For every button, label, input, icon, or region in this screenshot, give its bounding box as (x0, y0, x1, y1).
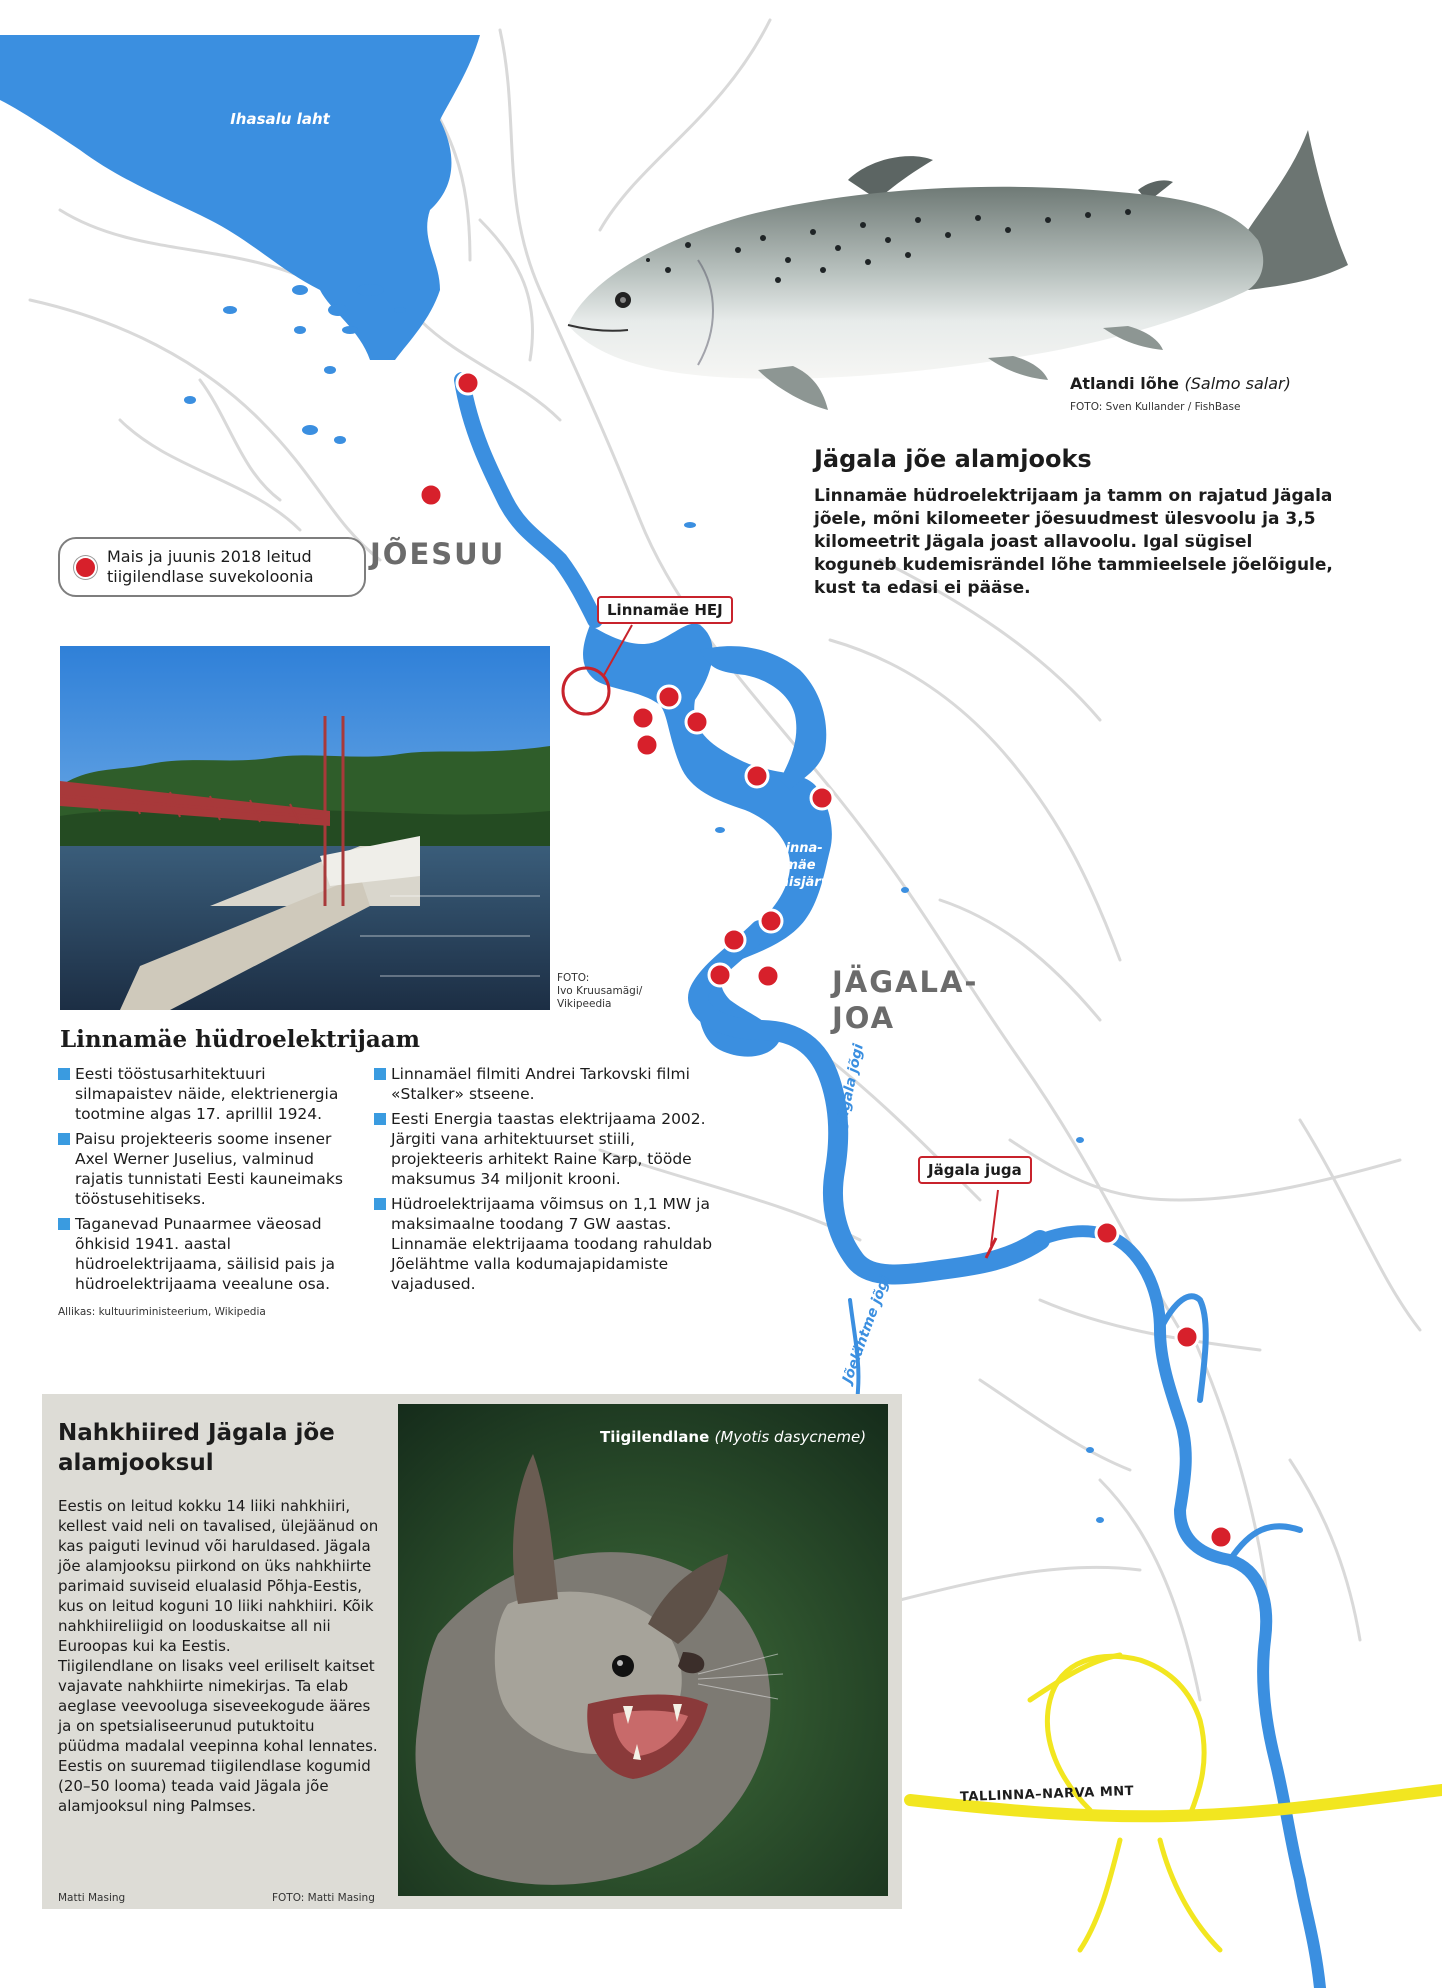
bat-caption-name: Tiigilendlane (600, 1428, 710, 1446)
bat-photo-caption (600, 1428, 866, 1446)
salmon-credit: FOTO: Sven Kullander / FishBase (1070, 401, 1241, 413)
article-body: Linnamäe hüdroelektrijaam ja tamm on rajatud Jägala jõele, mõni kilomeeter jõesuudmest ülesvoolu ja 3,5 kilomeetrit Jägala joast allavoolu. Igal sügisel koguneb kudemisrändel lõhe tammieelsele jõelõigule, kust ta edasi ei pääse. (814, 486, 1333, 598)
colony-marker (457, 372, 479, 394)
tributary-label: Jõelähtme jõgi (839, 1273, 894, 1386)
dam-photo-credit: FOTO: Ivo Kruusamägi/ Vikipeedia (557, 972, 643, 1010)
article-title: Jägala jõe alamjooks (814, 445, 1092, 473)
colony-marker (760, 910, 782, 932)
hydro-fact: Paisu projekteeris soome insener Axel Werner Juselius, valminud rajatis tunnistati Eesti kauneimaks tööstusehitiseks. (58, 1129, 348, 1209)
colony-marker (723, 929, 745, 951)
waterfall-callout: Jägala juga (918, 1156, 1032, 1184)
hydro-fact: Eesti tööstusarhitektuuri silmapaistev näide, elektrienergia tootmine algas 17. aprillil 1924. (58, 1064, 348, 1124)
hydro-col2 (374, 1064, 729, 1299)
salmon-caption-latin: (Salmo salar) (1184, 374, 1291, 393)
hydro-fact: Hüdroelektrijaama võimsus on 1,1 MW ja maksimaalne toodang 7 GW aastas. Linnamäe elektrijaama toodang rahuldab Jõelähtme valla kodumajapidamiste vajadused. (374, 1194, 729, 1294)
colony-marker (811, 787, 833, 809)
bat-photo (398, 1404, 888, 1896)
colony-marker (420, 484, 442, 506)
hydro-fact: Eesti Energia taastas elektrijaama 2002. Järgiti vana arhitektuurset stiili, projekteeris arhitekt Raine Karp, tööde maksumus 34 miljonit krooni. (374, 1109, 729, 1189)
bat-caption-latin: (Myotis dasycneme) (714, 1428, 867, 1446)
hydro-fact: Taganevad Punaarmee väeosad õhkisid 1941. aastal hüdroelektrijaama, säilisid pais ja hüdroelektrijaama veealune osa. (58, 1214, 348, 1294)
bats-title: Nahkhiired Jägala jõe alamjooksul (58, 1420, 335, 1476)
hydro-source: Allikas: kultuuriministeerium, Wikipedia (58, 1306, 266, 1318)
river-label: Jägala jõgi (834, 1042, 867, 1127)
bats-paragraph-1: Eestis on leitud kokku 14 liiki nahkhiiri, kellest vaid neli on tavalised, ülejäänud on kas paiguti levinud või haruldased. Jägala jõe alamjooksu piirkond on üks nahkhiirte parimaid suviseid elualasid Põhja-Eestis, kus on leitud koguni 10 liiki nahkhiiri. Kõik nahkhiireliigid on looduskaitse all nii Euroopas kui ka Eestis. (58, 1497, 379, 1655)
salmon-caption (1070, 374, 1291, 393)
reservoir-label: Linna- mäe paisjärv (770, 841, 830, 890)
legend-text: Mais ja juunis 2018 leitud tiigilendlase suvekoloonia (107, 547, 314, 586)
hydro-title: Linnamäe hüdroelektrijaam (60, 1026, 421, 1053)
road-label: TALLINNA–NARVA MNT (959, 1783, 1135, 1806)
colony-marker (1210, 1526, 1232, 1548)
salmon-caption-name: Atlandi lõhe (1070, 374, 1179, 393)
colony-marker (636, 734, 658, 756)
bay-label: Ihasalu laht (230, 110, 330, 128)
colony-marker (686, 711, 708, 733)
hej-highlight-circle (563, 668, 609, 714)
bats-text (58, 1418, 381, 1816)
bats-author: Matti Masing (58, 1892, 126, 1904)
colony-marker (709, 964, 731, 986)
legend-marker-icon (74, 556, 97, 579)
hej-callout: Linnamäe HEJ (597, 596, 733, 624)
hydro-fact: Linnamäel filmiti Andrei Tarkovski filmi «Stalker» stseene. (374, 1064, 729, 1104)
bats-photo-credit: FOTO: Matti Masing (272, 1892, 375, 1904)
river-east-branch (1230, 1526, 1300, 1560)
colony-marker (1096, 1222, 1118, 1244)
colony-marker (757, 965, 779, 987)
joesuu-label: JÕESUU (370, 537, 506, 571)
bats-paragraph-2: Tiigilendlane on lisaks veel eriliselt kaitset vajavate nahkhiirte nimekirjas. Ta elab aeglase veevooluga siseveekogude ääres ja on spetsialiseerunud putuktoitu püüdma madalal veepinna kohal lennates. Eestis on suuremad tiigilendlase kogumid (20–50 looma) teada vaid Jägala jõe alamjooksul ning Palmses. (58, 1657, 378, 1815)
dam-photo (60, 646, 550, 1010)
colony-marker (746, 765, 768, 787)
colony-marker (1176, 1326, 1198, 1348)
map-legend (58, 537, 366, 597)
jagala-joa-label: JÄGALA- JOA (832, 965, 979, 1035)
colony-marker (632, 707, 654, 729)
hydro-col1 (58, 1064, 348, 1318)
colony-marker (658, 686, 680, 708)
waterfall-callout-line (991, 1190, 998, 1246)
article (814, 445, 1334, 600)
